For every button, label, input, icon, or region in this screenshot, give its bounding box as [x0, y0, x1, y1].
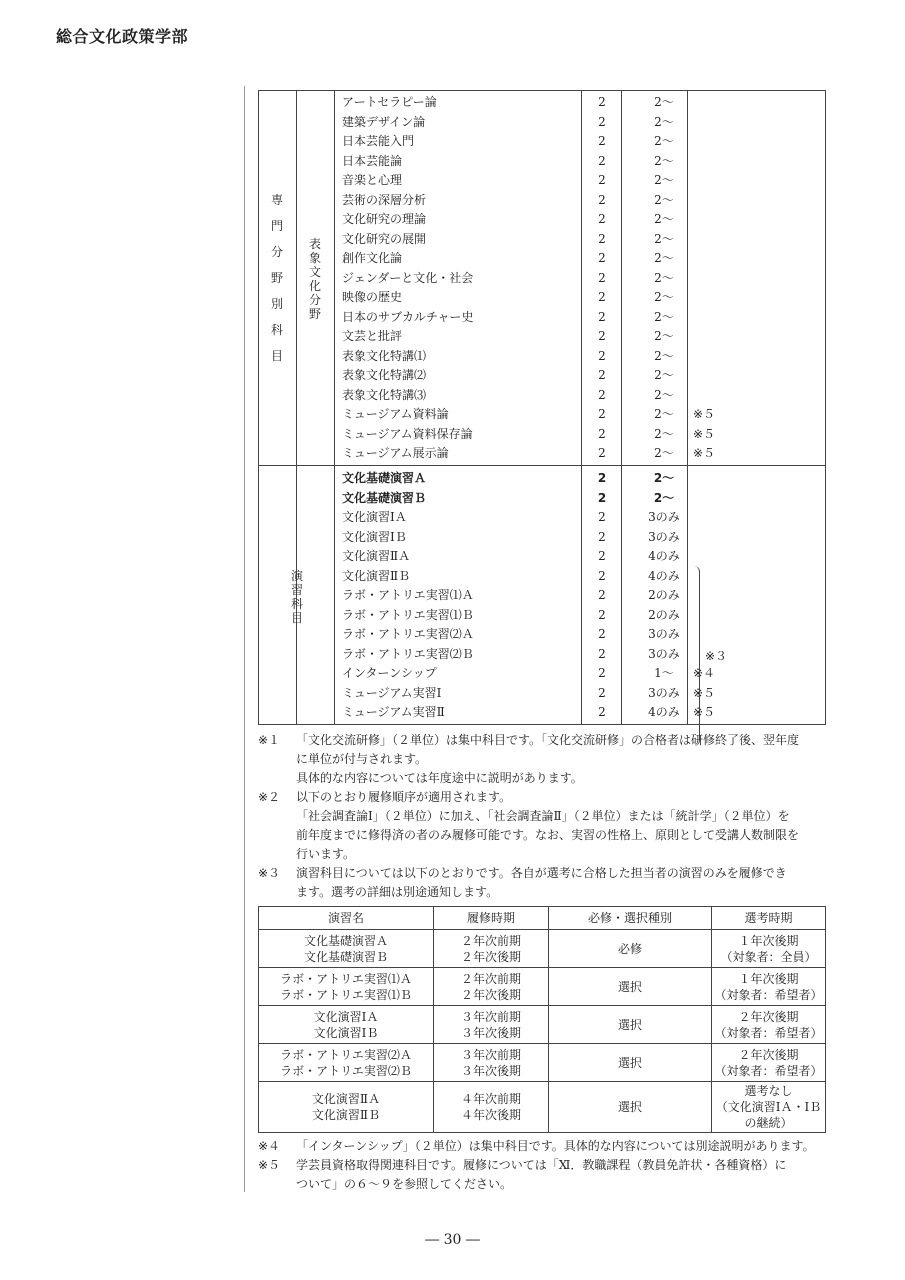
note-cell: ※５	[693, 446, 716, 460]
course-name: ラボ・アトリエ実習⑵Ａ	[342, 627, 474, 641]
credit-cell: 2	[598, 646, 606, 661]
course-name: ミュージアム実習Ⅰ	[342, 685, 442, 700]
table-row	[259, 366, 825, 386]
year-cell: 2〜	[654, 231, 674, 246]
category-char: 象	[308, 251, 321, 265]
credit-cell: 2	[598, 387, 606, 402]
group-note: ※３	[705, 649, 728, 663]
table-row	[259, 152, 825, 172]
year-cell: 3のみ	[648, 529, 680, 544]
table-row	[259, 508, 825, 528]
table-row	[259, 703, 825, 723]
note-cell: ※５	[693, 407, 716, 421]
table-row	[259, 93, 825, 113]
course-name: 日本芸能論	[342, 153, 403, 168]
credit-cell: 2	[598, 627, 606, 641]
year-cell: 2〜	[654, 192, 674, 207]
table-row	[259, 347, 825, 367]
term-cell: ２年次前期 ２年次後期	[434, 930, 549, 968]
category-char: 分	[270, 245, 283, 259]
credit-cell: 2	[598, 114, 606, 129]
margin-rule	[244, 86, 245, 1192]
course-name: 表象文化特講⑴	[342, 348, 427, 363]
course-name: 表象文化特講⑶	[342, 387, 427, 402]
table-row	[259, 230, 825, 250]
note-text: 行います。	[296, 847, 356, 861]
credit-cell: 2	[598, 251, 606, 265]
course-name: ジェンダーと文化・社会	[342, 270, 474, 285]
table-row	[259, 308, 825, 328]
note-mark: ※５	[258, 1158, 281, 1172]
year-cell: 2〜	[653, 471, 675, 485]
table-row	[259, 210, 825, 230]
department-title: 総合文化政策学部	[56, 27, 189, 46]
table-row	[259, 269, 825, 289]
table-row	[259, 606, 825, 626]
table-row	[259, 132, 825, 152]
note-cell: ※５	[693, 426, 716, 441]
credit-cell: 2	[598, 348, 606, 363]
table-row	[259, 968, 826, 1006]
year-cell: 4のみ	[648, 705, 680, 719]
term-cell: ３年次前期 ３年次後期	[434, 1006, 549, 1044]
note-1	[258, 731, 836, 788]
course-name: ミュージアム展示論	[342, 446, 449, 460]
year-cell: 3のみ	[648, 685, 680, 700]
year-cell: 1〜	[654, 666, 674, 680]
year-cell: 2〜	[654, 270, 674, 285]
course-name: ミュージアム実習Ⅱ	[342, 705, 445, 719]
year-cell: 2〜	[654, 446, 674, 460]
table-row	[259, 489, 825, 509]
course-name: 文化研究の理論	[342, 212, 427, 226]
section-divider	[259, 465, 825, 466]
type-cell: 必修	[549, 930, 712, 968]
type-cell: 選択	[549, 968, 712, 1006]
note-text: 以下のとおり履修順序が適用されます。	[296, 790, 512, 804]
course-name: 文化演習ⅡＢ	[342, 568, 411, 583]
selection-cell: １年次後期 （対象者：全員）	[712, 930, 826, 968]
year-cell: 2〜	[654, 426, 674, 441]
seminar-name-cell: ラボ・アトリエ実習⑵Ａ ラボ・アトリエ実習⑵Ｂ	[259, 1044, 434, 1082]
year-cell: 3のみ	[648, 627, 680, 641]
table-row	[259, 1044, 826, 1082]
credit-cell: 2	[598, 407, 606, 421]
category-char: 別	[270, 297, 283, 311]
note-2	[258, 788, 836, 864]
year-cell: 2〜	[654, 153, 674, 168]
credit-cell: 2	[598, 705, 606, 719]
term-cell: ３年次前期 ３年次後期	[434, 1044, 549, 1082]
category-char: 科	[290, 597, 303, 611]
note-5	[258, 1156, 836, 1194]
table-row	[259, 386, 825, 406]
table-row	[259, 684, 825, 704]
note-mark: ※２	[258, 790, 281, 804]
course-name: 文化基礎演習Ａ	[342, 471, 427, 485]
category-char: 野	[270, 271, 283, 285]
credit-cell: 2	[598, 368, 606, 382]
year-cell: 2〜	[654, 251, 674, 265]
notes-upper	[258, 731, 836, 902]
year-cell: 2〜	[654, 212, 674, 226]
course-name: 文化研究の展開	[342, 231, 427, 246]
credit-cell: 2	[598, 685, 606, 700]
credit-cell: 2	[598, 173, 606, 187]
course-name: 日本芸能入門	[342, 134, 415, 148]
table-row	[259, 586, 825, 606]
year-cell: 2〜	[654, 309, 674, 324]
category-char: 演	[290, 569, 303, 583]
category-char: 文	[308, 265, 321, 279]
course-name: 文化演習ⅠＢ	[342, 529, 407, 544]
course-name: ミュージアム資料論	[342, 407, 449, 421]
year-cell: 3のみ	[648, 510, 680, 524]
note-text: 学芸員資格取得関連科目です。履修については「Ⅺ．教職課程（教員免許状・各種資格）に	[296, 1158, 787, 1172]
credit-cell: 2	[598, 270, 606, 285]
credit-cell: 2	[598, 510, 606, 524]
course-name: 表象文化特講⑵	[342, 368, 427, 382]
credit-cell: 2	[598, 95, 606, 109]
header-cell: 演習名	[259, 907, 434, 930]
year-cell: 2のみ	[648, 588, 680, 602]
credit-cell: 2	[598, 290, 606, 304]
note-text: 前年度までに修得済の者のみ履修可能です。なお、実習の性格上、原則として受講人数制限を	[296, 828, 800, 842]
note-cell: ※５	[693, 705, 716, 719]
year-cell: 2〜	[654, 95, 674, 109]
seminar-table-header	[259, 907, 826, 930]
type-cell: 選択	[549, 1082, 712, 1133]
year-cell: 2〜	[654, 173, 674, 187]
course-name: 文化演習ⅡＡ	[342, 549, 411, 563]
note-mark: ※４	[258, 1139, 281, 1153]
note-mark: ※３	[258, 866, 281, 880]
table-row	[259, 567, 825, 587]
note-text: ます。選考の詳細は別途通知します。	[296, 885, 499, 899]
note-text: に単位が付与されます。	[296, 752, 428, 766]
seminar-name-cell: ラボ・アトリエ実習⑴Ａ ラボ・アトリエ実習⑴Ｂ	[259, 968, 434, 1006]
table-row	[259, 528, 825, 548]
table-row	[259, 191, 825, 211]
page-number: ― 30 ―	[425, 1232, 480, 1248]
note-text: 「文化交流研修」（２単位）は集中科目です。「文化交流研修」の合格者は研修終了後、翌年度	[296, 733, 800, 747]
year-cell: 2〜	[654, 387, 674, 402]
credit-cell: 2	[598, 231, 606, 246]
course-name: 芸術の深層分析	[342, 192, 427, 207]
course-name: ラボ・アトリエ実習⑴Ｂ	[342, 607, 474, 622]
header-cell: 選考時期	[712, 907, 826, 930]
year-cell: 4のみ	[648, 549, 680, 563]
year-cell: 2〜	[654, 290, 674, 304]
seminar-name-cell: 文化演習ⅠＡ 文化演習ⅠＢ	[259, 1006, 434, 1044]
note-cell: ※５	[693, 685, 716, 700]
note-mark: ※１	[258, 733, 281, 747]
credit-cell: 2	[598, 568, 606, 583]
note-text: 具体的な内容については年度途中に説明があります。	[296, 771, 583, 785]
table-row	[259, 405, 825, 425]
course-name: 文化基礎演習Ｂ	[342, 490, 427, 505]
table-row	[259, 444, 825, 464]
category-char: 門	[270, 219, 283, 233]
course-name: ラボ・アトリエ実習⑵Ｂ	[342, 646, 474, 661]
category-char: 野	[308, 307, 321, 321]
credit-cell: 2	[598, 309, 606, 324]
course-name: 文化演習ⅠＡ	[342, 510, 407, 524]
category-char: 化	[308, 279, 321, 293]
term-cell: ４年次前期 ４年次後期	[434, 1082, 549, 1133]
selection-cell: ２年次後期 （対象者：希望者）	[712, 1044, 826, 1082]
credit-cell: 2	[598, 134, 606, 148]
type-cell: 選択	[549, 1006, 712, 1044]
table-row	[259, 1006, 826, 1044]
table-row	[259, 288, 825, 308]
year-cell: 2〜	[654, 114, 674, 129]
course-name: 映像の歴史	[342, 290, 403, 304]
notes-lower	[258, 1137, 836, 1194]
note-cell: ※４	[693, 666, 716, 680]
note-text: ついて」の６〜９を参照してください。	[296, 1177, 513, 1191]
year-cell: 2〜	[654, 134, 674, 148]
category-char: 目	[270, 349, 283, 363]
credit-cell: 2	[598, 666, 606, 680]
course-name: 音楽と心理	[342, 173, 403, 187]
selection-cell: ２年次後期 （対象者：希望者）	[712, 1006, 826, 1044]
credit-cell: 2	[598, 426, 606, 441]
table-row	[259, 327, 825, 347]
table-row	[259, 547, 825, 567]
credit-cell: 2	[598, 153, 606, 168]
seminar-table	[258, 906, 826, 1133]
credit-cell: 2	[598, 549, 606, 563]
category-char: 科	[270, 323, 283, 337]
year-cell: 2〜	[653, 490, 675, 505]
year-cell: 2〜	[654, 329, 674, 343]
type-cell: 選択	[549, 1044, 712, 1082]
note-text: 「インターンシップ」（２単位）は集中科目です。具体的な内容については別途説明があります。	[296, 1139, 815, 1153]
course-name: 建築デザイン論	[342, 114, 426, 129]
table-row	[259, 625, 825, 645]
note-text: 演習科目については以下のとおりです。各自が選考に合格した担当者の演習のみを履修でき	[296, 866, 787, 880]
selection-cell: １年次後期 （対象者：希望者）	[712, 968, 826, 1006]
table-row	[259, 645, 825, 665]
course-name: 日本のサブカルチャー史	[342, 309, 474, 324]
table-row	[259, 930, 826, 968]
seminar-name-cell: 文化演習ⅡＡ 文化演習ⅡＢ	[259, 1082, 434, 1133]
category-char: 表	[308, 237, 321, 251]
category-char: 専	[270, 193, 283, 207]
course-name: ラボ・アトリエ実習⑴Ａ	[342, 588, 474, 602]
year-cell: 2のみ	[648, 607, 680, 622]
credit-cell: 2	[598, 529, 606, 544]
category-char: 習	[290, 583, 303, 597]
credit-cell: 2	[598, 329, 606, 343]
table-row	[259, 249, 825, 269]
course-table	[258, 90, 826, 725]
credit-cell: 2	[598, 588, 606, 602]
year-cell: 2〜	[654, 368, 674, 382]
credit-cell: 2	[598, 607, 606, 622]
credit-cell: 2	[598, 212, 606, 226]
year-cell: 4のみ	[648, 568, 680, 583]
year-cell: 2〜	[654, 348, 674, 363]
category-char: 目	[290, 611, 303, 625]
year-cell: 2〜	[654, 407, 674, 421]
table-row	[259, 664, 825, 684]
course-name: アートセラピー論	[342, 95, 437, 109]
course-name: 創作文化論	[342, 251, 403, 265]
course-name: 文芸と批評	[342, 329, 403, 343]
credit-cell: 2	[598, 192, 606, 207]
table-row	[259, 469, 825, 489]
year-cell: 3のみ	[648, 646, 680, 661]
note-text: 「社会調査論Ⅰ」（２単位）に加え、「社会調査論Ⅱ」（２単位）または「統計学」（２単位）を	[296, 809, 790, 823]
header-cell: 必修・選択種別	[549, 907, 712, 930]
credit-cell: 2	[597, 490, 607, 505]
table-row	[259, 425, 825, 445]
table-row	[259, 113, 825, 133]
table-row	[259, 171, 825, 191]
credit-cell: 2	[597, 471, 607, 485]
table-row	[259, 1082, 826, 1133]
selection-cell: 選考なし （文化演習ⅠＡ・ⅠＢ の継続）	[712, 1082, 826, 1133]
group-brace	[693, 566, 700, 746]
credit-cell: 2	[598, 446, 606, 460]
note-4	[258, 1137, 836, 1156]
course-name: ミュージアム資料保存論	[342, 426, 473, 441]
note-3	[258, 864, 836, 902]
course-name: インターンシップ	[342, 666, 437, 680]
term-cell: ２年次前期 ２年次後期	[434, 968, 549, 1006]
seminar-name-cell: 文化基礎演習Ａ 文化基礎演習Ｂ	[259, 930, 434, 968]
header-cell: 履修時期	[434, 907, 549, 930]
category-char: 分	[308, 293, 321, 307]
